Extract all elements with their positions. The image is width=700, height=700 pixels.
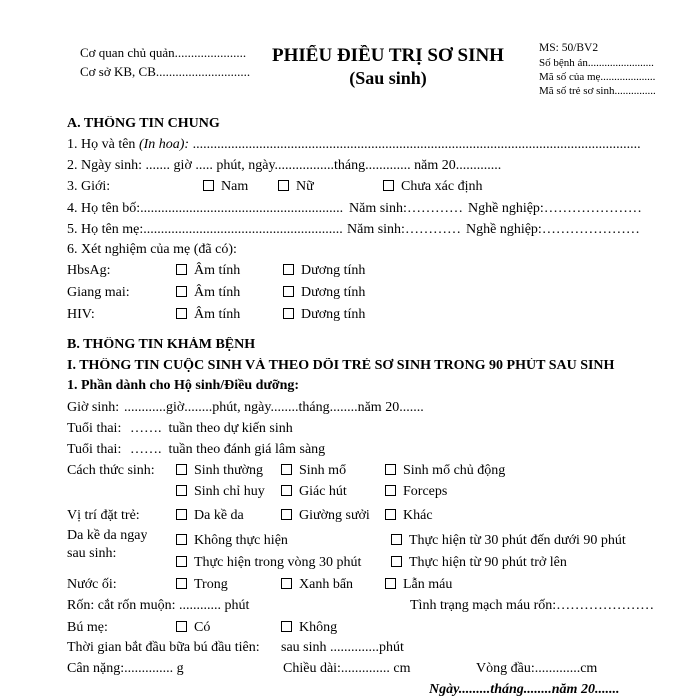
form-code: MS: 50/BV2 <box>539 42 599 54</box>
gestational-age-clinical: ……. tuần theo đánh giá lâm sàng <box>130 442 326 457</box>
checkbox[interactable] <box>176 464 187 475</box>
skin-option-within-30[interactable] <box>176 555 361 571</box>
checkbox[interactable] <box>176 534 187 545</box>
father-name-field: 4. Họ tên bố:.......................................................... <box>67 201 344 216</box>
birth-time-label: Giờ sinh: <box>67 400 120 415</box>
first-feed-value: sau sinh ..............phút <box>281 640 404 655</box>
option-label: Dương tính <box>301 307 366 322</box>
mother-tests-label: 6. Xét nghiệm của mẹ (đã có): <box>67 242 237 257</box>
option-label: Sinh chỉ huy <box>194 484 265 499</box>
amniotic-fluid-label: Nước ối: <box>67 577 117 592</box>
option-label: Sinh thường <box>194 463 264 478</box>
option-label: Sinh mổ chủ động <box>403 463 506 478</box>
skin-option-over-90[interactable] <box>391 555 567 571</box>
checkbox[interactable] <box>281 464 292 475</box>
mother-job-field: Nghề nghiệp:………………… <box>466 222 640 237</box>
option-label: Sinh mổ <box>299 463 347 478</box>
checkbox[interactable] <box>176 264 187 275</box>
option-label: Dương tính <box>301 263 366 278</box>
option-label: Âm tính <box>194 263 241 278</box>
option-label: Không <box>299 620 338 635</box>
mother-id-field: Mã số của mẹ.................... <box>539 71 656 83</box>
length-field: Chiều dài:.............. cm <box>283 661 411 676</box>
cord-vessels-field: Tình trạng mạch máu rốn:………………… <box>410 598 655 613</box>
form-subtitle: (Sau sinh) <box>349 68 427 88</box>
checkbox[interactable] <box>383 180 394 191</box>
checkbox[interactable] <box>391 534 402 545</box>
birth-date-row: 2. Ngày sinh: ....... giờ ..... phút, ngày.................tháng............. năm 20............. <box>67 158 502 173</box>
option-label: Khác <box>403 508 433 523</box>
sex-option-female[interactable] <box>278 179 314 195</box>
checkbox[interactable] <box>176 308 187 319</box>
option-label: Thực hiện trong vòng 30 phút <box>194 555 362 570</box>
syphilis-option-positive[interactable] <box>283 285 365 301</box>
gestational-age-expected: ……. tuần theo dự kiến sinh <box>130 421 293 436</box>
delivery-option-vaginal[interactable] <box>176 463 263 479</box>
delivery-option-forceps[interactable] <box>385 484 447 500</box>
agency-field: Cơ quan chủ quản...................... <box>80 45 247 60</box>
mother-name-field: 5. Họ tên mẹ:......................................................... <box>67 222 343 237</box>
placement-option-other[interactable] <box>385 508 433 524</box>
checkbox[interactable] <box>176 286 187 297</box>
date-line: Ngày.........tháng........năm 20....... <box>429 682 620 697</box>
option-label: Không thực hiện <box>194 533 288 548</box>
facility-field: Cơ sở KB, CB............................. <box>80 64 251 79</box>
checkbox[interactable] <box>281 621 292 632</box>
gestational-age-label: Tuổi thai: <box>67 421 122 436</box>
option-label: Chưa xác định <box>401 179 483 194</box>
checkbox[interactable] <box>283 308 294 319</box>
checkbox[interactable] <box>176 621 187 632</box>
section-b-subheading: I. THÔNG TIN CUỘC SINH VÀ THEO DÕI TRẺ SƠ SINH TRONG 90 PHÚT SAU SINH <box>67 358 615 373</box>
checkbox[interactable] <box>203 180 214 191</box>
option-label: Lẫn máu <box>403 577 453 592</box>
option-label: Nữ <box>296 179 314 194</box>
newborn-id-field: Mã số trẻ sơ sinh............... <box>539 85 656 97</box>
option-label: Giường sưởi <box>299 508 370 523</box>
gestational-age-label: Tuổi thai: <box>67 442 122 457</box>
first-feed-label: Thời gian bắt đầu bữa bú đầu tiên: <box>67 640 260 655</box>
option-label: Trong <box>194 577 228 592</box>
breastfeeding-option-no[interactable] <box>281 620 337 636</box>
cord-clamping-field: Rốn: cắt rốn muộn: ............ phút <box>67 598 250 613</box>
checkbox[interactable] <box>283 264 294 275</box>
father-birth-year-field: Năm sinh:………… <box>349 201 463 216</box>
hiv-option-negative[interactable] <box>176 307 240 323</box>
option-label: Giác hút <box>299 484 347 499</box>
breastfeeding-option-yes[interactable] <box>176 620 210 636</box>
checkbox[interactable] <box>385 578 396 589</box>
delivery-option-induced[interactable] <box>176 484 265 500</box>
skin-option-30-to-90[interactable] <box>391 533 626 549</box>
sex-option-male[interactable] <box>203 179 248 195</box>
delivery-option-vacuum[interactable] <box>281 484 347 500</box>
delivery-option-cesarean[interactable] <box>281 463 346 479</box>
delivery-option-elective-cesarean[interactable] <box>385 463 505 479</box>
amniotic-option-clear[interactable] <box>176 577 228 593</box>
hiv-option-positive[interactable] <box>283 307 365 323</box>
weight-field: Cân nặng:.............. g <box>67 661 184 676</box>
skin-option-not-done[interactable] <box>176 533 288 549</box>
mother-birth-year-field: Năm sinh:………… <box>347 222 461 237</box>
checkbox[interactable] <box>176 556 187 567</box>
father-job-field: Nghề nghiệp:………………… <box>468 201 642 216</box>
option-label: Âm tính <box>194 307 241 322</box>
placement-option-warmer[interactable] <box>281 508 370 524</box>
head-circumference-field: Vòng đầu:.............cm <box>476 661 598 676</box>
full-name-hint: (In hoa): <box>138 137 190 152</box>
section-a-heading: A. THÔNG TIN CHUNG <box>67 116 220 131</box>
hbsag-option-negative[interactable] <box>176 263 240 279</box>
checkbox[interactable] <box>176 578 187 589</box>
full-name-blank: ................................................................................................................................ <box>189 137 641 152</box>
full-name-row <box>67 137 652 153</box>
section-b-heading: B. THÔNG TIN KHÁM BỆNH <box>67 337 256 352</box>
checkbox[interactable] <box>391 556 402 567</box>
option-label: Xanh bẩn <box>299 577 354 592</box>
checkbox[interactable] <box>281 509 292 520</box>
amniotic-option-meconium[interactable] <box>281 577 353 593</box>
checkbox[interactable] <box>278 180 289 191</box>
birth-time-blank: ............giờ........phút, ngày........tháng........năm 20....... <box>124 400 424 415</box>
record-number-field: Số bệnh án........................ <box>539 57 654 69</box>
delivery-method-label: Cách thức sinh: <box>67 463 155 478</box>
breastfeeding-label: Bú mẹ: <box>67 620 108 635</box>
checkbox[interactable] <box>385 485 396 496</box>
skin-contact-label: Da kề da ngay <box>67 528 148 543</box>
amniotic-option-bloody[interactable] <box>385 577 452 593</box>
midwife-part-label: 1. Phần dành cho Hộ sinh/Điều dưỡng: <box>67 378 300 393</box>
option-label: Dương tính <box>301 285 366 300</box>
option-label: Có <box>194 620 211 635</box>
skin-contact-label-cont: sau sinh: <box>67 546 117 561</box>
test-name-hbsag: HbsAg: <box>67 263 111 278</box>
checkbox[interactable] <box>385 509 396 520</box>
checkbox[interactable] <box>176 509 187 520</box>
full-name-label: 1. Họ và tên <box>67 137 139 152</box>
test-name-hiv: HIV: <box>67 307 95 322</box>
option-label: Thực hiện từ 90 phút trở lên <box>409 555 567 570</box>
syphilis-option-negative[interactable] <box>176 285 240 301</box>
option-label: Thực hiện từ 30 phút đến dưới 90 phút <box>409 533 626 548</box>
placement-label: Vị trí đặt trẻ: <box>67 508 140 523</box>
option-label: Forceps <box>403 484 448 499</box>
checkbox[interactable] <box>176 485 187 496</box>
checkbox[interactable] <box>281 485 292 496</box>
placement-option-skin-to-skin[interactable] <box>176 508 244 524</box>
form-title: PHIẾU ĐIỀU TRỊ SƠ SINH <box>272 45 504 66</box>
option-label: Nam <box>221 179 249 194</box>
option-label: Âm tính <box>194 285 241 300</box>
option-label: Da kề da <box>194 508 244 523</box>
sex-label: 3. Giới: <box>67 179 111 194</box>
checkbox[interactable] <box>281 578 292 589</box>
checkbox[interactable] <box>283 286 294 297</box>
sex-option-undetermined[interactable] <box>383 179 482 195</box>
test-name-syphilis: Giang mai: <box>67 285 130 300</box>
hbsag-option-positive[interactable] <box>283 263 365 279</box>
checkbox[interactable] <box>385 464 396 475</box>
